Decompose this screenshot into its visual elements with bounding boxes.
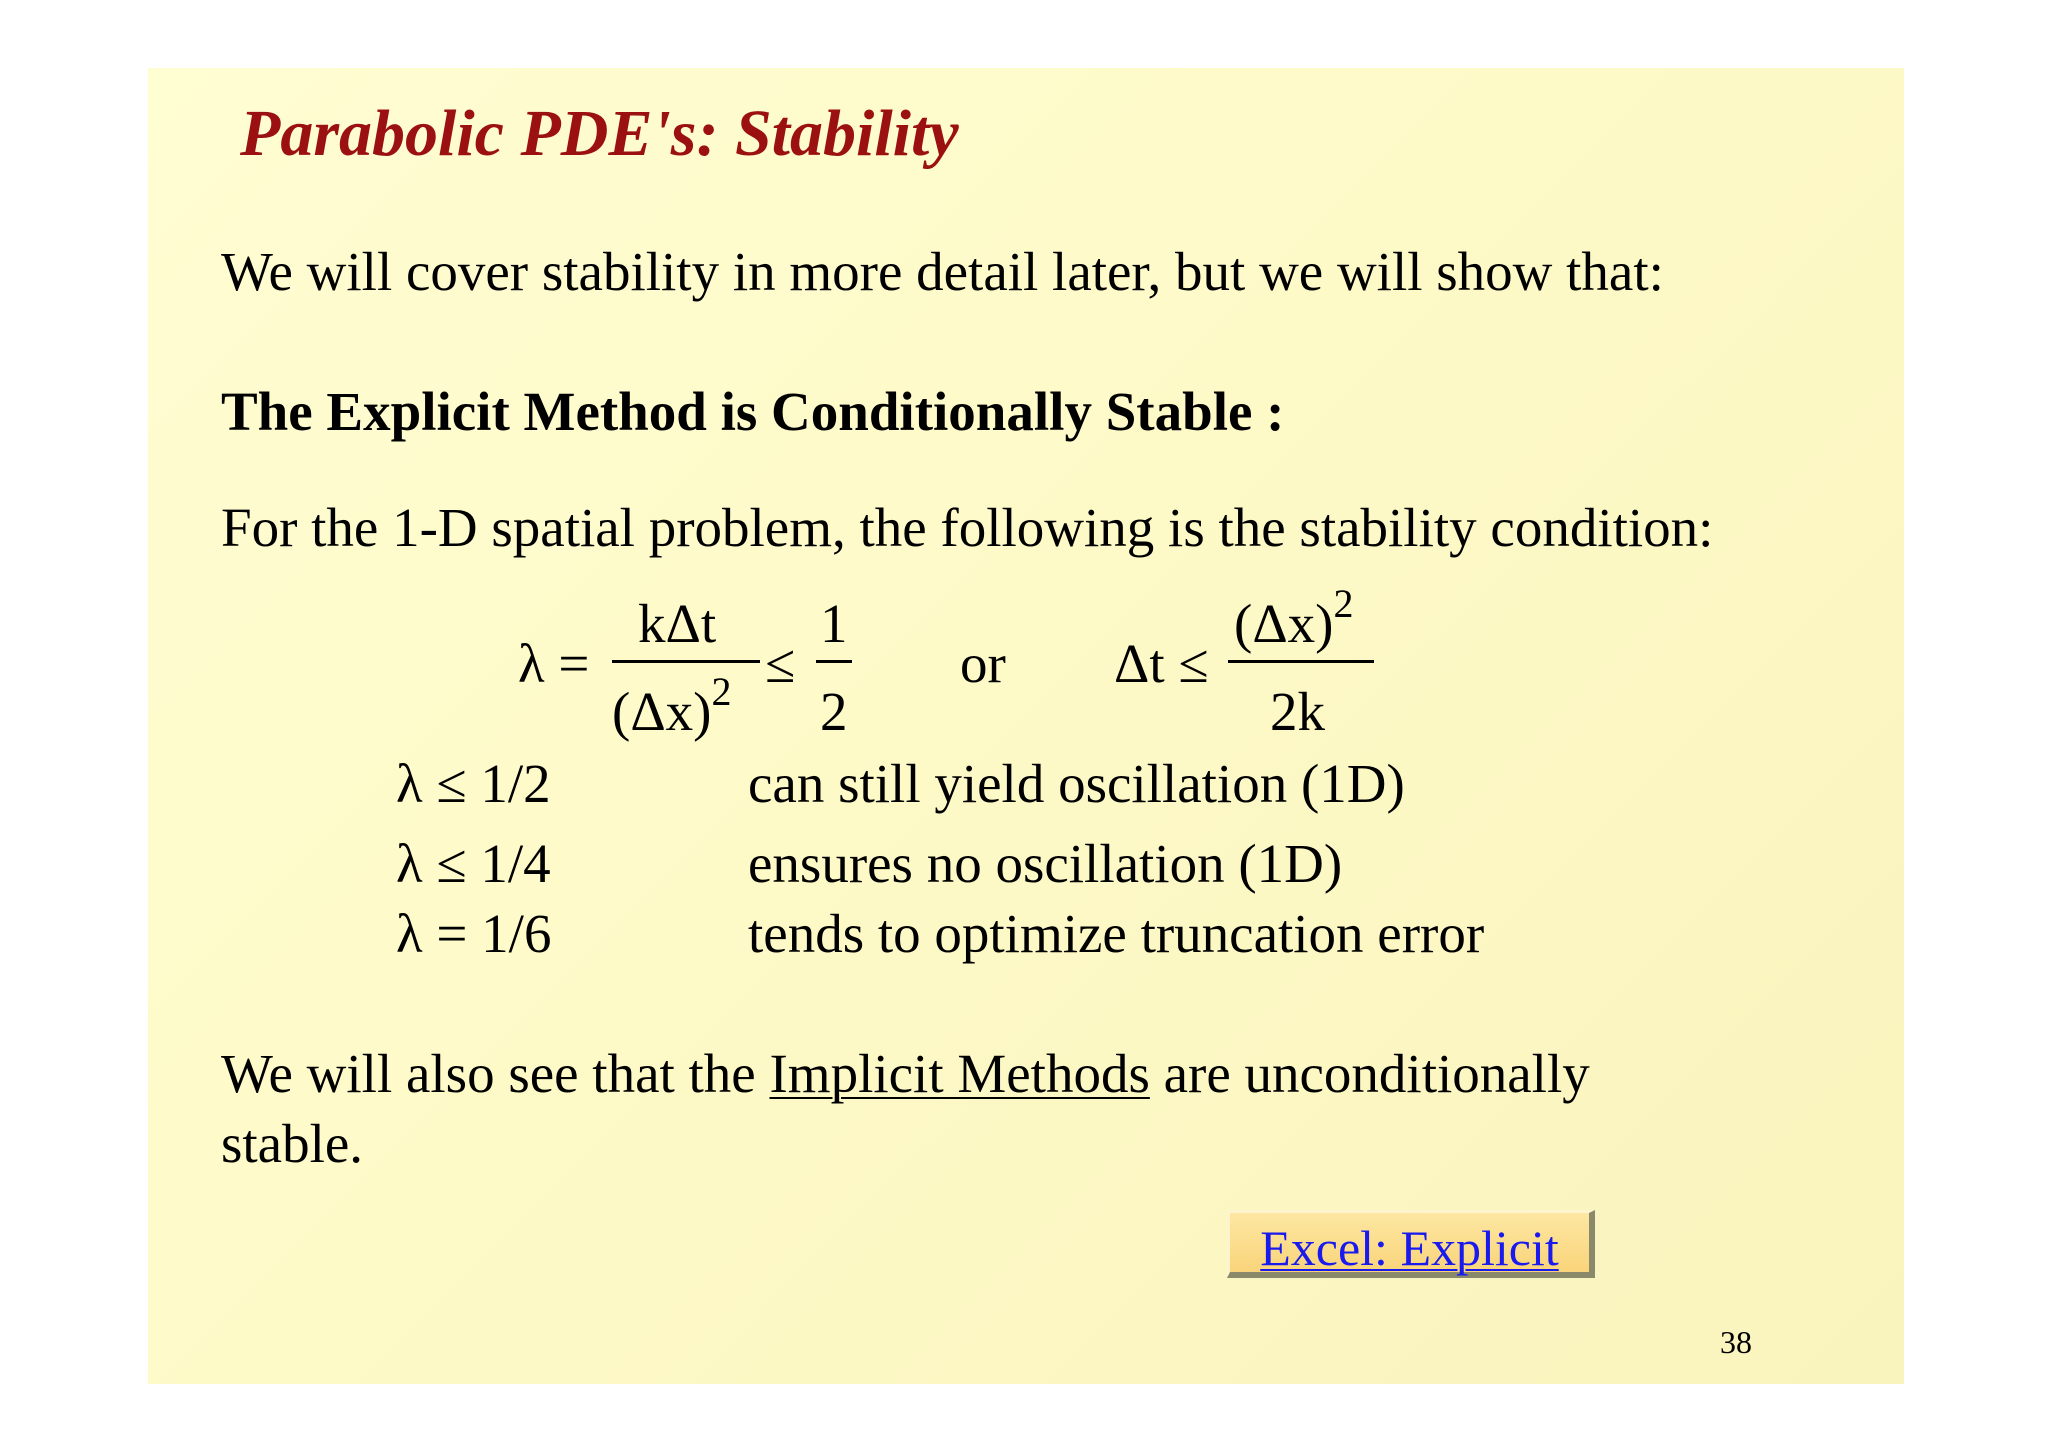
intro-text: We will cover stability in more detail later, but we will show that: [221,241,1664,302]
fraction2-bar [1228,660,1374,663]
fraction2-numerator: $(\Delta x)^2$ [1234,581,1354,654]
slide-title: Parabolic PDE's: Stability [240,97,959,170]
closing-pre: We will also see that the [221,1043,770,1104]
delta-t-leq: Δt ≤ [1114,633,1209,694]
half-numerator: 1 [820,593,848,654]
excel-explicit-button[interactable] [1227,1210,1595,1278]
condition-desc: tends to optimize truncation error [748,903,1485,964]
condition-expr: λ ≤ 1/4 [396,833,551,894]
fraction-numerator: kΔt [638,593,717,654]
closing-post: are unconditionally [1149,1043,1590,1104]
or-text: or [960,633,1006,694]
fraction-bar [612,660,760,663]
section-heading: The Explicit Method is Conditionally Stable : [221,381,1285,442]
closing-line-1 [221,1043,1590,1104]
fraction2-denominator: 2k [1270,681,1325,742]
half-denominator: 2 [820,681,848,742]
condition-desc: ensures no oscillation (1D) [748,833,1343,894]
condition-expr: λ = 1/6 [396,903,552,964]
half-bar [816,660,852,663]
implicit-methods-text: Implicit Methods [769,1043,1150,1104]
condition-desc: can still yield oscillation (1D) [748,753,1405,814]
less-equal-symbol: ≤ [765,633,796,694]
fraction-denominator: $(\Delta x)^2$ [612,669,732,742]
page-number: 38 [1720,1324,1752,1360]
condition-intro-text: For the 1-D spatial problem, the following is the stability condition: [221,497,1714,558]
excel-explicit-link[interactable]: Excel: Explicit [1260,1220,1559,1276]
closing-line-2: stable. [221,1113,364,1174]
lambda-equals: λ = [518,633,590,694]
condition-expr: λ ≤ 1/2 [396,753,551,814]
